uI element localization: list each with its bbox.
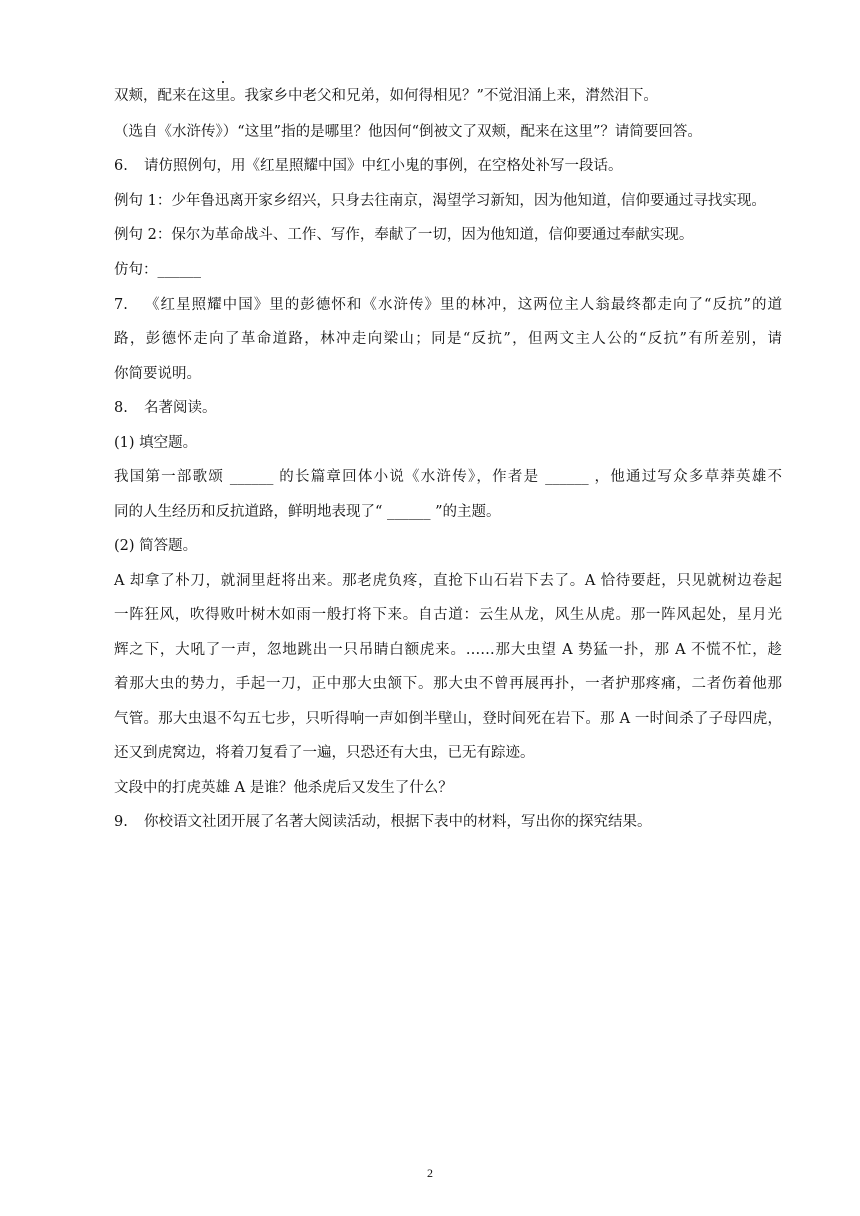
question-number: 9.: [114, 814, 128, 830]
passage-question: 文段中的打虎英雄 A 是谁？他杀虎后又发生了什么？: [114, 780, 453, 796]
question-text: 你校语文社团开展了名著大阅读活动，根据下表中的材料，写出你的探究结果。: [144, 814, 652, 830]
passage-line: A 却拿了朴刀，就洞里赶将出来。那老虎负疼，直抢下山石岩下去了。A 恰待要赶，只见就树边卷起: [114, 573, 782, 589]
page-number: 2: [427, 1166, 433, 1180]
question-number: 7.: [114, 297, 128, 313]
passage-line: 着那大虫的势力，手起一刀，正中那大虫颔下。那大虫不曾再展再扑，一者护那疼痛，二者伤着他那: [114, 676, 782, 692]
example-sentence-1: 例句 1：少年鲁迅离开家乡绍兴，只身去往南京，渴望学习新知，因为他知道，信仰要通过寻找实现。: [114, 193, 766, 209]
question-5-prompt: （选自《水浒传》）“这里”指的是哪里？他因何“倒被文了双颊，配来在这里”？请简要回答。: [114, 124, 702, 140]
subquestion-short-answer: (2) 简答题。: [114, 538, 198, 554]
question-7-line-3: 你简要说明。: [114, 366, 201, 382]
passage-line: 还又到虎窝边，将着刀复看了一遍，只恐还有大虫，已无有踪迹。: [114, 745, 535, 761]
question-8: [114, 398, 782, 418]
subquestion-fill: (1) 填空题。: [114, 435, 198, 451]
fill-line-2: 同的人生经历和反抗道路，鲜明地表现了“ ______ ”的主题。: [114, 504, 501, 520]
question-text: 请仿照例句，用《红星照耀中国》中红小鬼的事例，在空格处补写一段话。: [144, 158, 623, 174]
imitation-blank: 仿句：______: [114, 262, 201, 278]
question-text: 《红星照耀中国》里的彭德怀和《水浒传》里的林冲，这两位主人翁最终都走向了“反抗”的道: [144, 297, 782, 313]
question-6: [114, 156, 782, 176]
text-line: [114, 86, 782, 106]
question-text: 名著阅读。: [144, 400, 217, 416]
passage-line: 辉之下，大吼了一声，忽地跳出一只吊睛白额虎来。……那大虫望 A 势猛一扑，那 A 不慌不忙，趁: [114, 642, 782, 658]
text-fragment: 。我家乡中老父和兄弟，如何得相见？”不觉泪涌上来，潸然泪下。: [230, 88, 658, 104]
question-7-line-2: 路，彭德怀走向了革命道路，林冲走向梁山；同是“反抗”，但两文主人公的“反抗”有所差别，请: [114, 331, 782, 347]
question-number: 6.: [114, 158, 128, 174]
fill-line-1: 我国第一部歌颂 ______ 的长篇章回体小说《水浒传》，作者是 ______ ，他通过写众多草莽英雄不: [114, 469, 782, 485]
passage-line: 一阵狂风，吹得败叶树木如雨一般打将下来。自古道：云生从龙，风生从虎。那一阵风起处，星月光: [114, 607, 782, 623]
question-7-line-1: [114, 295, 782, 315]
text-fragment: 双颊，配来在这: [114, 88, 216, 104]
example-sentence-2: 例句 2：保尔为革命战斗、工作、写作，奉献了一切，因为他知道，信仰要通过奉献实现。: [114, 227, 694, 243]
emphasis-dot-char: 里: [215, 88, 230, 104]
passage-line: 气管。那大虫退不勾五七步，只听得响一声如倒半壁山，登时间死在岩下。那 A 一时间杀了子母四虎，: [114, 711, 782, 727]
question-number: 8.: [114, 400, 128, 416]
question-9: [114, 812, 782, 832]
